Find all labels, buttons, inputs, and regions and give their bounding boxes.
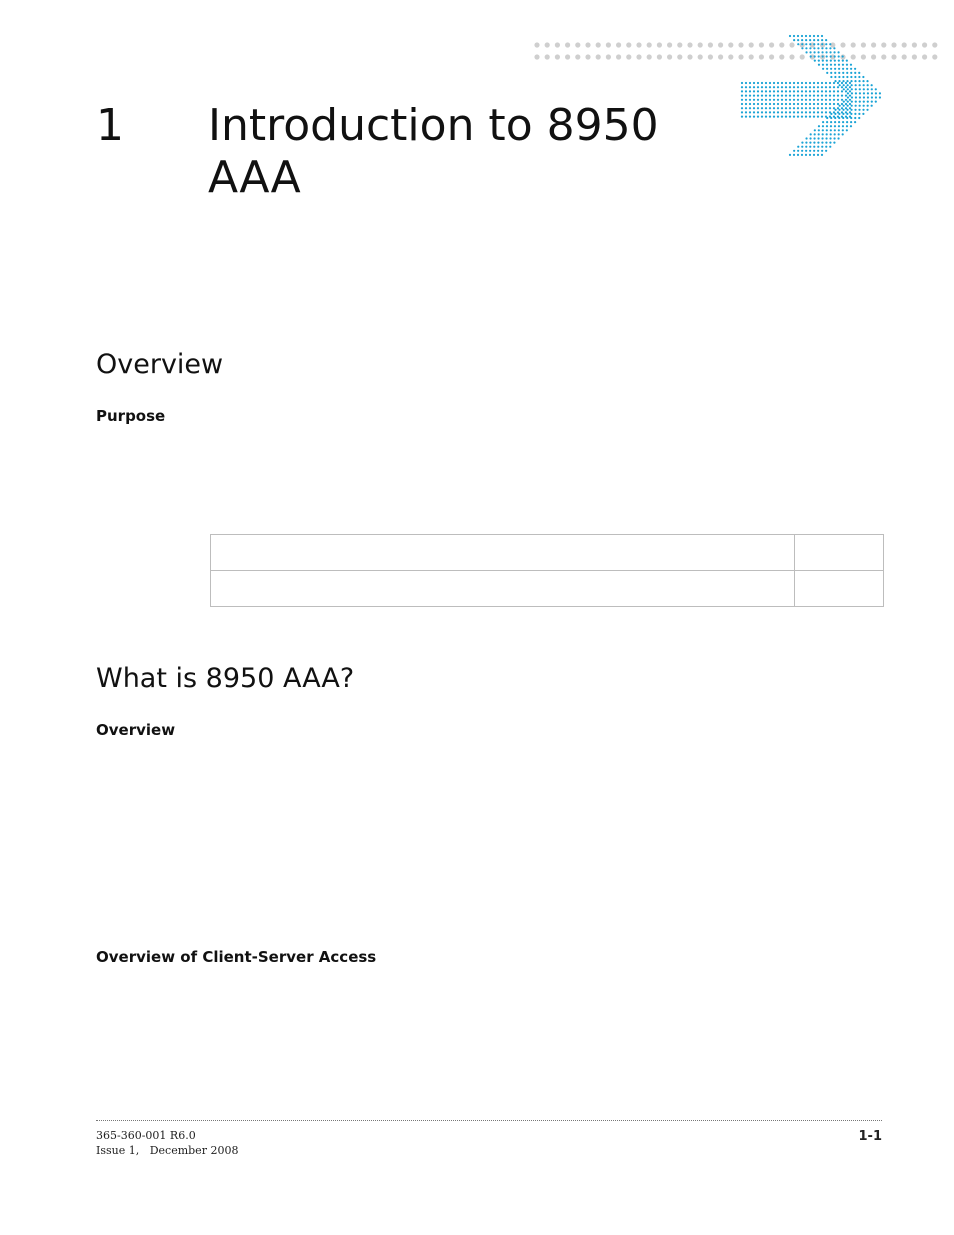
what-is-heading: What is 8950 AAA?	[96, 663, 355, 694]
footer-doc-number: 365-360-001 R6.0	[96, 1129, 196, 1142]
table-cell	[795, 535, 884, 571]
overview-heading: Overview	[96, 349, 224, 380]
page-number: 1-1	[858, 1129, 882, 1144]
table-row	[211, 535, 884, 571]
contents-table	[210, 534, 884, 607]
overview-sub-heading: Overview	[96, 721, 176, 739]
footer-issue: Issue 1, December 2008	[96, 1144, 239, 1157]
chapter-title-line-1: Introduction to 8950	[208, 100, 659, 151]
footer-doc-info	[96, 1128, 238, 1158]
chapter-number: 1	[96, 100, 124, 151]
table-cell	[211, 571, 795, 607]
chapter-title	[208, 100, 668, 204]
table-row	[211, 571, 884, 607]
chapter-title-line-2: AAA	[208, 152, 301, 203]
table-cell	[211, 535, 795, 571]
footer-rule	[96, 1120, 882, 1121]
client-server-heading: Overview of Client-Server Access	[96, 948, 377, 966]
table-cell	[795, 571, 884, 607]
purpose-heading: Purpose	[96, 407, 166, 425]
